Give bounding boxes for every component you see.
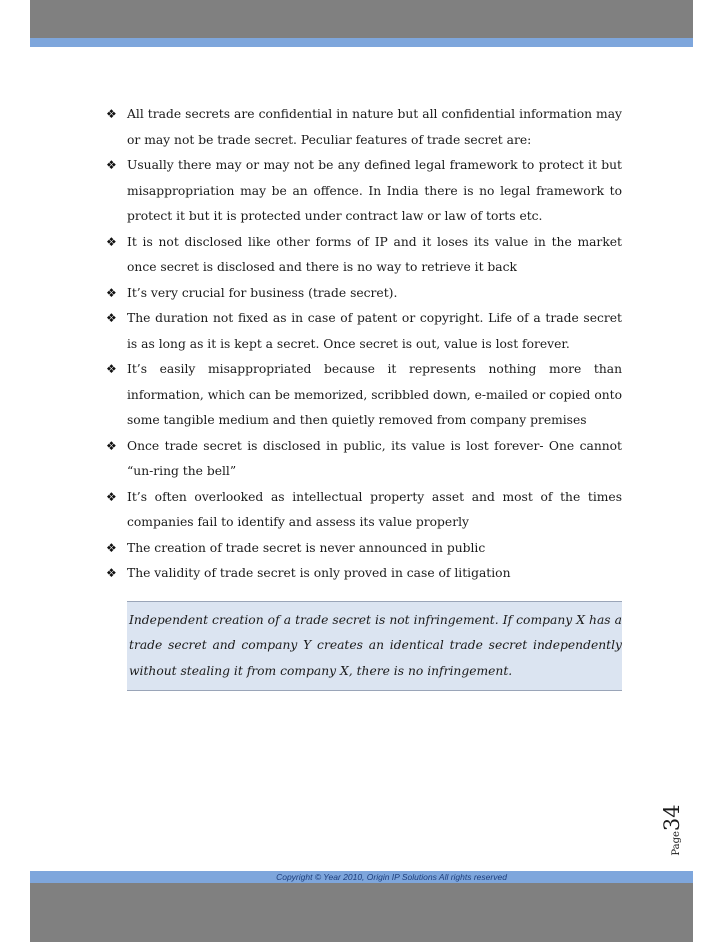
- page-content: [106, 102, 622, 691]
- list-item: [106, 357, 622, 434]
- diamond-bullet-icon: ❖: [106, 438, 117, 453]
- list-item: [106, 102, 622, 153]
- diamond-bullet-icon: ❖: [106, 158, 117, 172]
- diamond-bullet-icon: ❖: [106, 362, 117, 376]
- diamond-bullet-icon: ❖: [106, 540, 117, 555]
- header-band: [30, 0, 693, 38]
- list-item: [106, 434, 622, 485]
- diamond-bullet-icon: ❖: [106, 566, 117, 580]
- page-number-rotated: [660, 790, 690, 870]
- bullet-text: It is not disclosed like other forms of IP and it loses its value in the market once secret is disclosed and there is no way to retrieve it back: [127, 234, 622, 274]
- list-item: [106, 536, 622, 562]
- footer-accent-line: [30, 871, 693, 883]
- list-item: [106, 281, 622, 307]
- callout-box: [127, 601, 622, 692]
- bullet-list: [106, 102, 622, 587]
- bullet-text: It’s very crucial for business (trade secret).: [127, 285, 398, 300]
- bullet-text: It’s easily misappropriated because it represents nothing more than information, which can be memorized, scribbled down, e-mailed or copied onto some tangible medium and then quietly removed from company premises: [127, 362, 622, 427]
- page-number: 34: [660, 804, 684, 832]
- page-label: Page: [671, 831, 682, 856]
- diamond-bullet-icon: ❖: [106, 107, 117, 121]
- diamond-bullet-icon: ❖: [106, 311, 117, 325]
- diamond-bullet-icon: ❖: [106, 489, 117, 504]
- callout-text: Independent creation of a trade secret is not infringement. If company X has a trade secret and company Y creates an identical trade secret independently without stealing it from company X, there is no infringement.: [129, 612, 622, 678]
- list-item: [106, 561, 622, 587]
- bullet-text: Once trade secret is disclosed in public, its value is lost forever- One cannot “un-ring the bell”: [127, 438, 622, 478]
- bullet-text: It’s often overlooked as intellectual property asset and most of the times companies fail to identify and assess its value properly: [127, 489, 622, 529]
- list-item: [106, 306, 622, 357]
- footer-band: [30, 883, 693, 942]
- bullet-text: All trade secrets are confidential in nature but all confidential information may or may not be trade secret. Peculiar features of trade secret are:: [127, 107, 622, 147]
- list-item: [106, 485, 622, 536]
- list-item: [106, 230, 622, 281]
- diamond-bullet-icon: ❖: [106, 234, 117, 249]
- list-item: [106, 153, 622, 230]
- header-accent-line: [30, 38, 693, 47]
- footer-copyright: Copyright © Year 2010, Origin IP Solutions All rights reserved: [276, 872, 507, 882]
- page-number-block: [660, 790, 690, 870]
- diamond-bullet-icon: ❖: [106, 285, 117, 300]
- bullet-text: The creation of trade secret is never announced in public: [127, 540, 486, 555]
- bullet-text: Usually there may or may not be any defined legal framework to protect it but misappropriation may be an offence. In India there is no legal framework to protect it but it is protected under contract law or law of torts etc.: [127, 158, 622, 223]
- bullet-text: The validity of trade secret is only proved in case of litigation: [127, 566, 511, 580]
- bullet-text: The duration not fixed as in case of patent or copyright. Life of a trade secret is as long as it is kept a secret. Once secret is out, value is lost forever.: [127, 311, 622, 351]
